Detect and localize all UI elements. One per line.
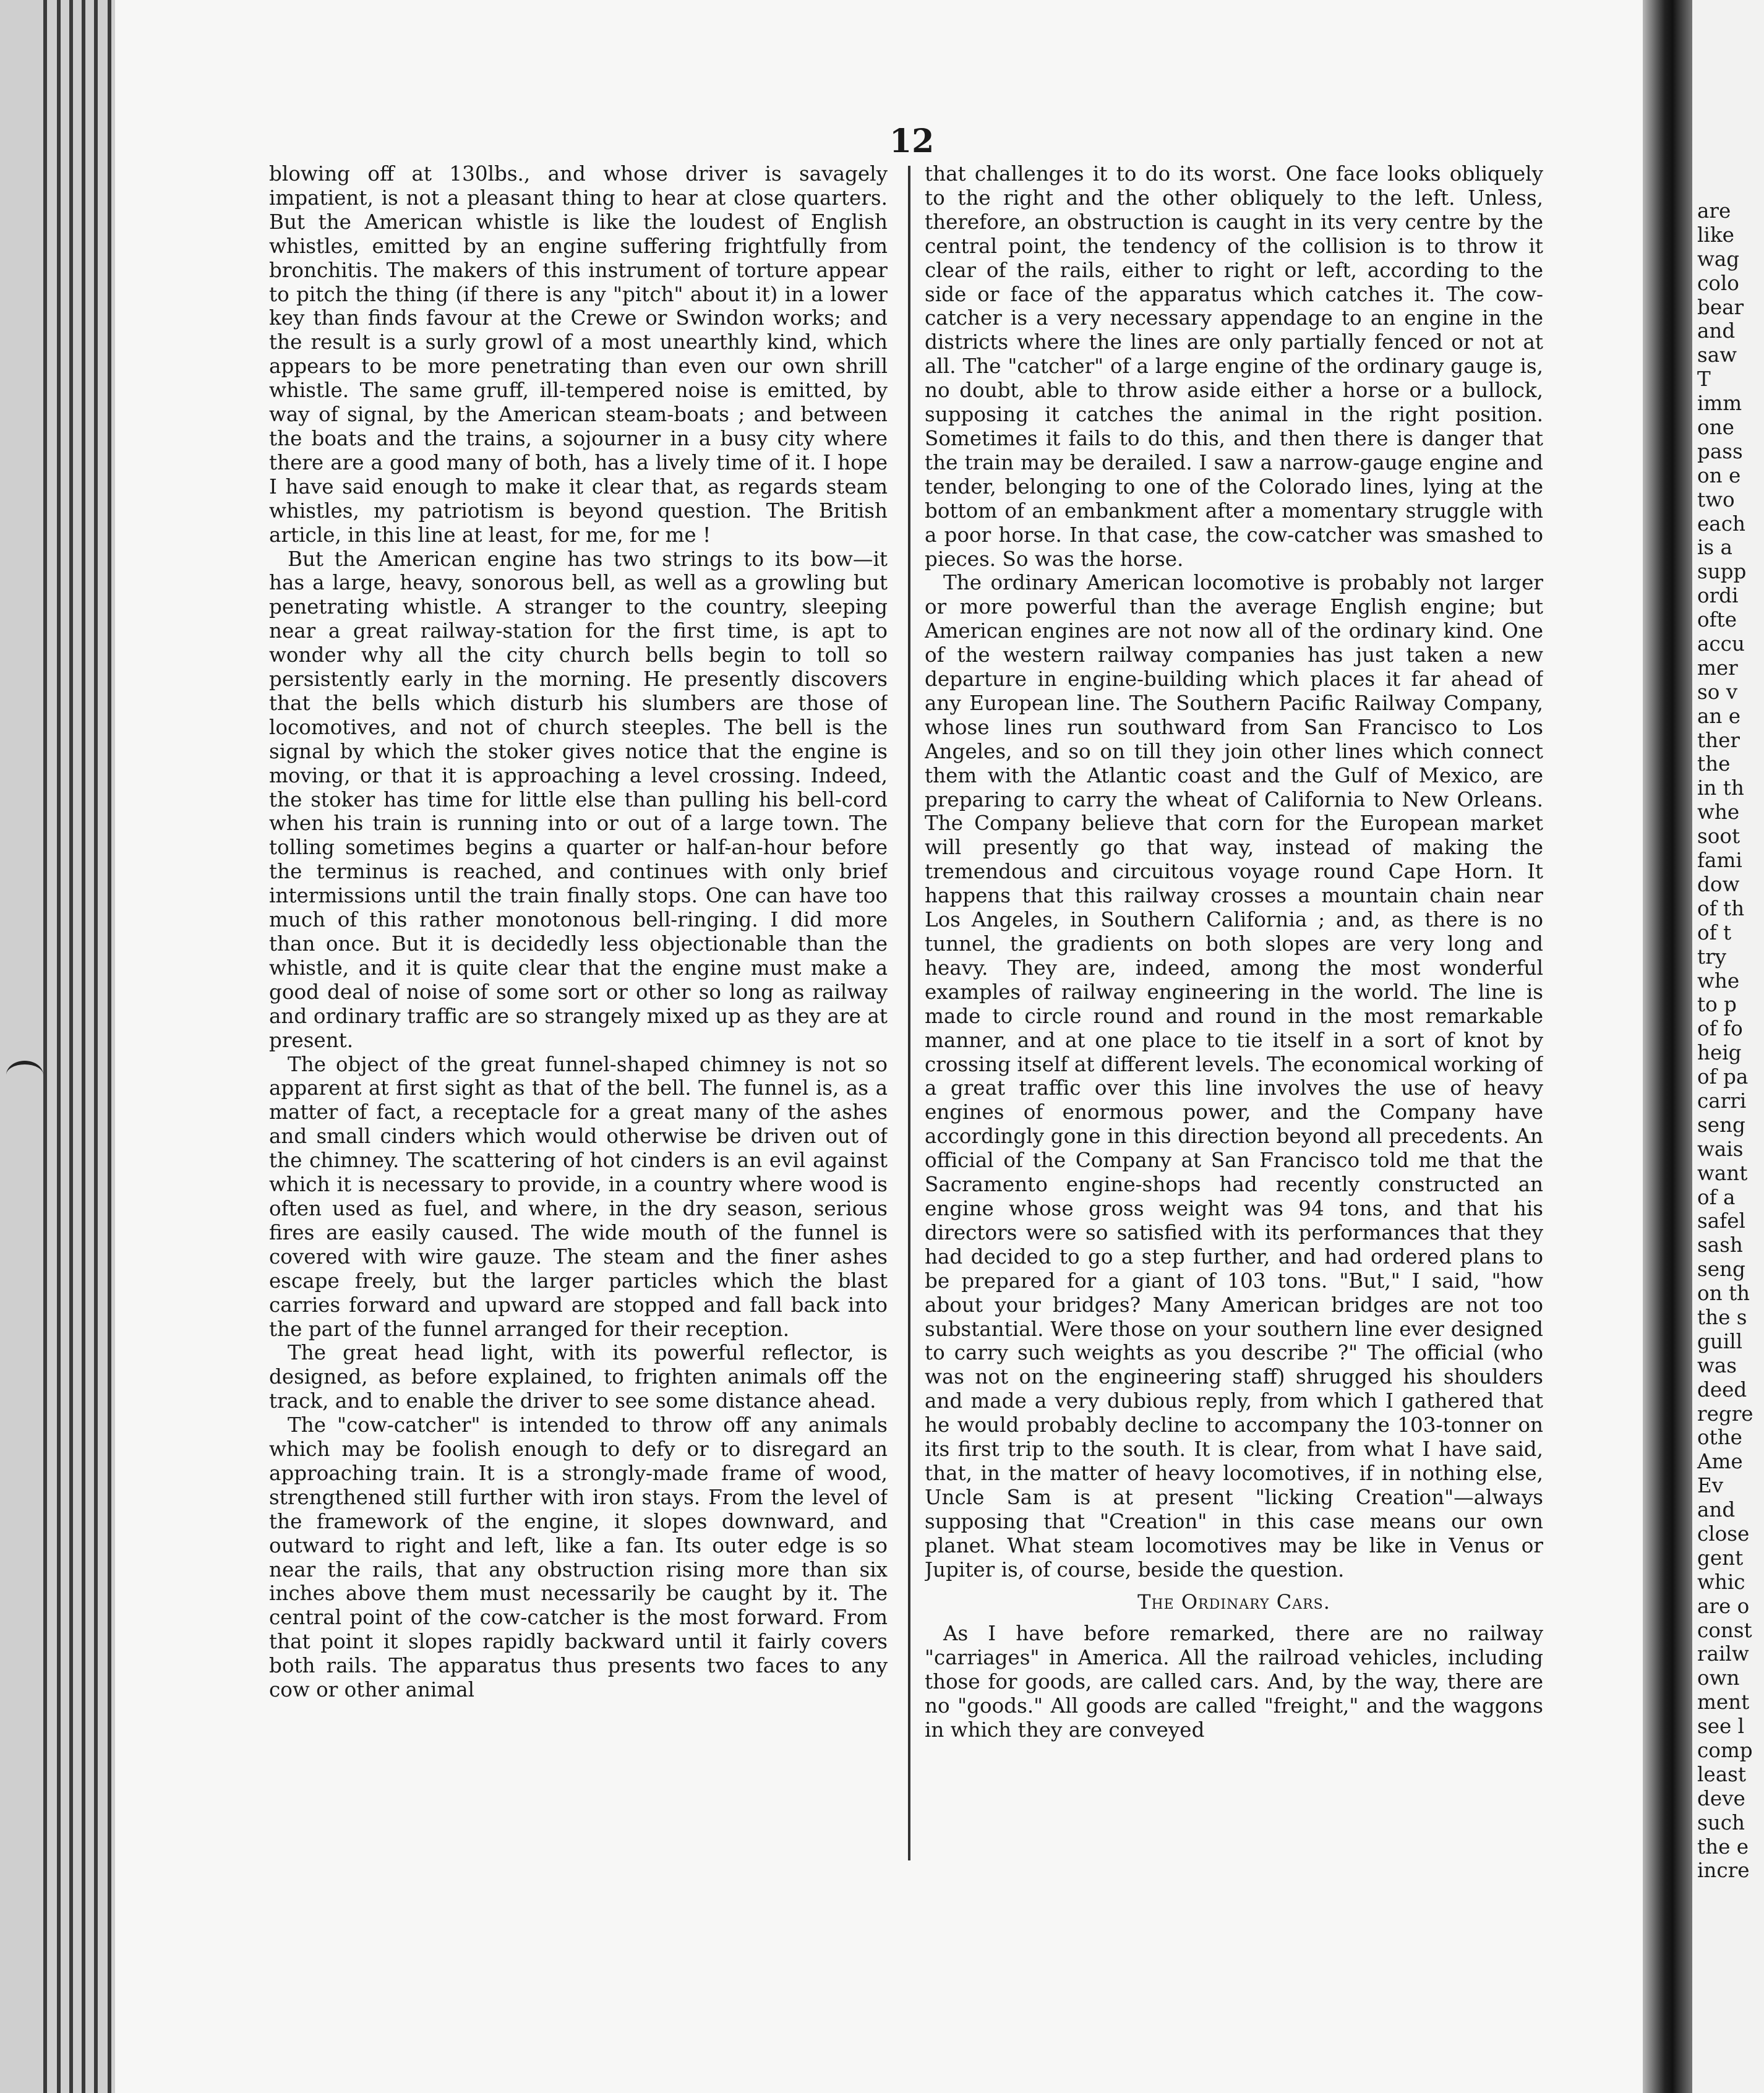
- facing-page-line: fami: [1697, 849, 1742, 873]
- facing-page-line: supp: [1697, 560, 1747, 584]
- facing-page-line: othe: [1697, 1426, 1742, 1450]
- margin-mark: [6, 1061, 43, 1089]
- facing-page-line: railw: [1697, 1642, 1749, 1666]
- facing-page-line: gent: [1697, 1546, 1744, 1570]
- facing-page-line: deed: [1697, 1377, 1747, 1402]
- facing-page-line: try: [1697, 944, 1727, 969]
- facing-page-line: of t: [1697, 920, 1732, 944]
- page-edge-line: [94, 0, 98, 2093]
- page-edge-line: [82, 0, 85, 2093]
- facing-page-line: an e: [1697, 704, 1741, 728]
- facing-page-line: each: [1697, 511, 1745, 536]
- facing-page-line: was: [1697, 1353, 1737, 1377]
- facing-page-line: so v: [1697, 680, 1738, 704]
- facing-page-line: comp: [1697, 1739, 1753, 1762]
- facing-page-line: such: [1697, 1810, 1745, 1834]
- page-number: 12: [889, 122, 935, 160]
- facing-page-line: dow: [1697, 872, 1740, 896]
- facing-page-line: two: [1697, 487, 1735, 511]
- facing-page-line: bear: [1697, 295, 1744, 319]
- facing-page-line: guill: [1697, 1329, 1743, 1353]
- paragraph: As I have before remarked, there are no railway "carriages" in America. All the railroad vehicles, including those for goods, are called cars. And, by the way, there are no "goods." All goods are called "freight," and the waggons in which they are conveyed: [925, 1622, 1543, 1742]
- facing-page-line: seng: [1697, 1113, 1745, 1137]
- book-gutter: [1643, 0, 1692, 2093]
- paragraph: But the American engine has two strings to its bow—it has a large, heavy, sonorous bell, as well as a growling but penetrating whistle. A stranger to the country, sleeping near a great railway-station for the first time, is apt to wonder why all the city church bells begin to toll so persistently early in the morning. He presently discovers that the bells which disturb his slumbers are those of locomotives, and not of church steeples. The bell is the signal by which the stoker gives notice that the engine is moving, or that it is approaching a level crossing. Indeed, the stoker has time for little else than pulling his bell-cord when his train is running into or out of a large town. The tolling sometimes begins a quarter or half-an-hour before the terminus is reached, and continues with only brief intermissions until the train finally stops. One can have too much of this rather monotonous bell-ringing. I did more than once. But it is decidedly less objectionable than the whistle, and it is quite clear that the engine must make a good deal of noise of some sort or other so long as railway and ordinary traffic are so strangely mixed up as they are at present.: [269, 547, 888, 1052]
- facing-page-line: const: [1697, 1618, 1752, 1642]
- facing-page: [1692, 0, 1764, 2093]
- paragraph: The ordinary American locomotive is probably not larger or more powerful than the average English engine; but American engines are not now all of the ordinary kind. One of the western railway companies has just taken a new departure in engine-building which places it far ahead of any European line. The Southern Pacific Railway Company, whose lines run southward from San Francisco to Los Angeles, and so on till they join other lines which connect them with the Atlantic coast and the Gulf of Mexico, are preparing to carry the wheat of California to New Orleans. The Company believe that corn for the European market will presently go that way, instead of making the tremendous and circuitous voyage round Cape Horn. It happens that this railway crosses a mountain chain near Los Angeles, in Southern California ; and, as there is no tunnel, the gradients on both slopes are very long and heavy. They are, indeed, among the most wonderful examples of railway engineering in the world. The line is made to circle round and round in the most remarkable manner, and at one place to tie itself in a sort of knot by crossing itself at different levels. The economical working of a great traffic over this line involves the use of heavy engines of enormous power, and the Company have accordingly gone in this direction beyond all precedents. An official of the Company at San Francisco told me that the Sacramento engine-shops had recently constructed an engine whose gross weight was 94 tons, and that his directors were so satisfied with its performances that they had decided to go a step further, and had ordered plans to be prepared for a giant of 103 tons. "But," I said, "how about your bridges? Many American bridges are not too substantial. Were those on your southern line ever designed to carry such weights as you describe ?" The official (who was not on the engineering staff) shrugged his shoulders and made a very dubious reply, from which I gathered that he would probably decline to accompany the 103-tonner on its first trip to the south. It is clear, from what I have said, that, in the matter of heavy locomotives, if in nothing else, Uncle Sam is at present "licking Creation"—always supposing that "Creation" in this case means our own planet. What steam locomotives may be like in Venus or Jupiter is, of course, beside the question.: [925, 571, 1543, 1582]
- facing-page-line: ther: [1697, 728, 1740, 752]
- facing-page-line: regre: [1697, 1402, 1753, 1426]
- column-divider: [908, 166, 910, 1860]
- page-edge-line: [43, 0, 47, 2093]
- facing-page-line: the s: [1697, 1305, 1747, 1329]
- facing-page-line: whe: [1697, 969, 1740, 993]
- facing-page-line: pass: [1697, 439, 1743, 463]
- facing-page-line: wag: [1697, 247, 1740, 271]
- facing-page-line: sash: [1697, 1233, 1743, 1257]
- facing-page-line: the: [1697, 752, 1731, 776]
- facing-page-line: and: [1697, 1498, 1736, 1522]
- facing-page-line: colo: [1697, 271, 1739, 295]
- paragraph: The object of the great funnel-shaped chimney is not so apparent at first sight as that of the bell. The funnel is, as a matter of fact, a receptacle for a great many of the ashes and small cinders which would otherwise be driven out of the chimney. The scattering of hot cinders is an evil against which it is necessary to provide, in a country where wood is often used as fuel, and where, in the dry season, serious fires are easily caused. The wide mouth of the funnel is covered with wire gauze. The steam and the finer ashes escape freely, but the larger particles which the blast carries forward and upward are stopped and fall back into the part of the funnel arranged for their reception.: [269, 1052, 888, 1341]
- section-heading: The Ordinary Cars.: [1137, 1590, 1330, 1614]
- paragraph: The "cow-catcher" is intended to throw off any animals which may be foolish enough to defy or to disregard an approaching train. It is a strongly-made frame of wood, strengthened still further with iron stays. From the level of the framework of the engine, it slopes downward, and outward to right and left, like a fan. Its outer edge is so near the rails, that any obstruction rising more than six inches above them must necessarily be caught by it. The central point of the cow-catcher is the most forward. From that point it slopes rapidly backward until it fairly covers both rails. The apparatus thus presents two faces to any cow or other animal: [269, 1413, 888, 1702]
- facing-page-line: Ev: [1697, 1474, 1724, 1498]
- facing-page-line: see l: [1697, 1714, 1745, 1739]
- facing-page-line: heig: [1697, 1041, 1742, 1065]
- facing-page-line: Ame: [1697, 1450, 1743, 1474]
- facing-page-line: of fo: [1697, 1017, 1743, 1041]
- facing-page-line: mer: [1697, 656, 1738, 680]
- facing-page-line: safel: [1697, 1209, 1745, 1233]
- facing-page-line: saw: [1697, 343, 1737, 367]
- facing-page-line: on e: [1697, 463, 1741, 487]
- facing-page-line: of pa: [1697, 1065, 1749, 1089]
- facing-page-line: in th: [1697, 776, 1744, 800]
- facing-page-line: like: [1697, 223, 1734, 247]
- facing-page-line: one: [1697, 416, 1734, 440]
- stacked-page-edges: [0, 0, 118, 2093]
- facing-page-line: seng: [1697, 1257, 1745, 1282]
- facing-page-line: wais: [1697, 1137, 1744, 1161]
- facing-page-line: ment: [1697, 1690, 1750, 1714]
- page-edge-line: [57, 0, 61, 2093]
- facing-page-line: close: [1697, 1522, 1750, 1546]
- facing-page-line: carri: [1697, 1089, 1747, 1113]
- paragraph: blowing off at 130lbs., and whose driver is savagely impatient, is not a pleasant thing to hear at close quarters. But the American whistle is like the loudest of English whistles, emitted by an engine suffering frightfully from bronchitis. The makers of this instrument of torture appear to pitch the thing (if there is any "pitch" about it) in a lower key than finds favour at the Crewe or Swindon works; and the result is a surly growl of a most unearthly kind, which appears to be more penetrating than even our own shrill whistle. The same gruff, ill-tempered noise is emitted, by way of signal, by the American steam-boats ; and between the boats and the trains, a sojourner in a busy city where there are a good many of both, has a lively time of it. I hope I have said enough to make it clear that, as regards steam whistles, my patriotism is beyond question. The British article, in this line at least, for me, for me !: [269, 162, 888, 547]
- facing-page-line: accu: [1697, 632, 1745, 656]
- paragraph: The great head light, with its powerful reflector, is designed, as before explained, to frighten animals off the track, and to enable the driver to see some distance ahead.: [269, 1341, 888, 1413]
- facing-page-text: [1697, 199, 1764, 1883]
- facing-page-line: least: [1697, 1762, 1746, 1786]
- page-edge-line: [108, 0, 111, 2093]
- facing-page-line: ordi: [1697, 584, 1739, 608]
- facing-page-line: whe: [1697, 800, 1740, 824]
- facing-page-line: imm: [1697, 392, 1742, 416]
- facing-page-line: of th: [1697, 896, 1745, 920]
- facing-page-line: of a: [1697, 1185, 1736, 1209]
- facing-page-line: whic: [1697, 1570, 1745, 1594]
- facing-page-line: is a: [1697, 536, 1732, 560]
- facing-page-line: T: [1697, 367, 1711, 392]
- right-column: [925, 162, 1543, 2018]
- paragraph: that challenges it to do its worst. One face looks obliquely to the right and the other obliquely to the left. Unless, therefore, an obstruction is caught in its very centre by the central point, the tendency of the collision is to throw it clear of the rails, either to right or left, according to the side or face of the apparatus which catches it. The cow-catcher is a very necessary appendage to an engine in the districts where the lines are only partially fenced or not at all. The "catcher" of a large engine of the ordinary gauge is, no doubt, able to throw aside either a horse or a bullock, supposing it catches the animal in the right position. Sometimes it fails to do this, and then there is danger that the train may be derailed. I saw a narrow-gauge engine and tender, belonging to one of the Colorado lines, lying at the bottom of an embankment after a momentary struggle with a poor horse. In that case, the cow-catcher was smashed to pieces. So was the horse.: [925, 162, 1543, 571]
- facing-page-line: deve: [1697, 1786, 1745, 1810]
- facing-page-line: to p: [1697, 993, 1737, 1017]
- left-column: [269, 162, 888, 2018]
- facing-page-line: own: [1697, 1666, 1740, 1690]
- facing-page-line: the e: [1697, 1834, 1749, 1859]
- page-edge-line: [69, 0, 73, 2093]
- facing-page-line: are: [1697, 199, 1731, 223]
- facing-page-line: are o: [1697, 1594, 1750, 1618]
- facing-page-line: ofte: [1697, 608, 1737, 632]
- facing-page-line: and: [1697, 319, 1736, 343]
- facing-page-line: want: [1697, 1161, 1748, 1185]
- facing-page-line: on th: [1697, 1282, 1750, 1306]
- facing-page-line: soot: [1697, 824, 1740, 849]
- facing-page-line: incre: [1697, 1859, 1750, 1883]
